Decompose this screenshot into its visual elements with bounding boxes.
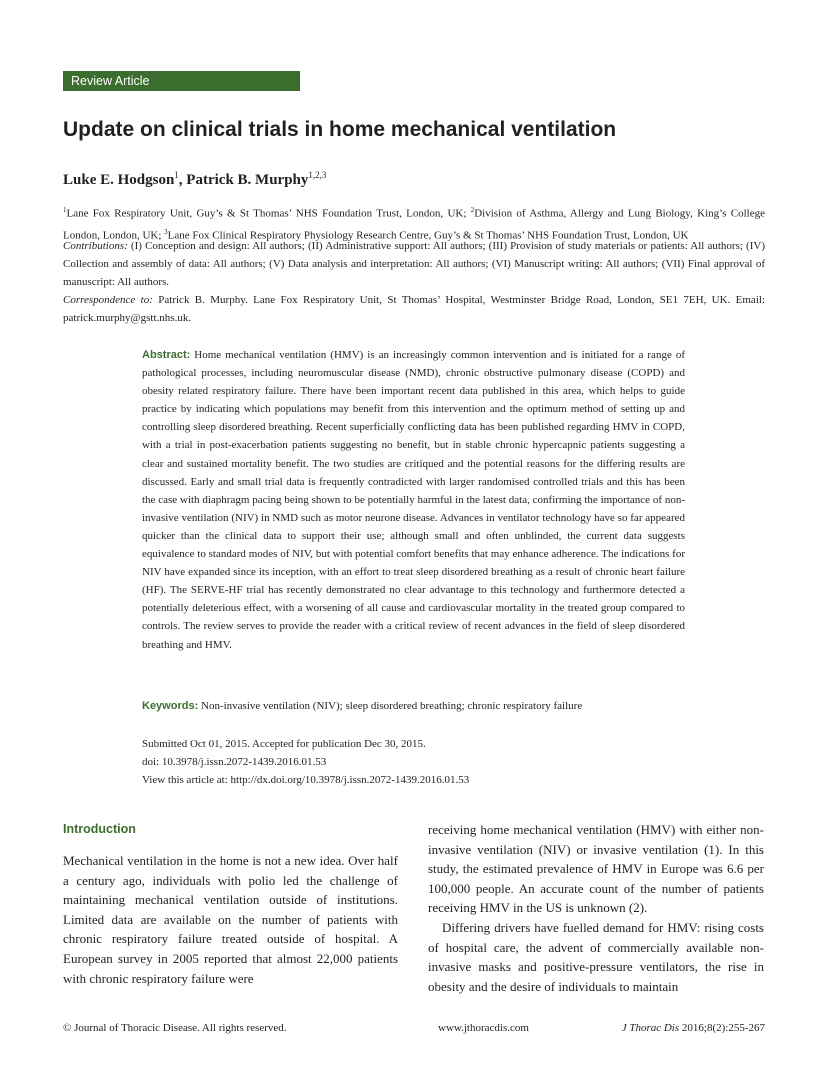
- keywords-text: Non-invasive ventilation (NIV); sleep disordered breathing; chronic respiratory failure: [198, 700, 583, 712]
- footer-copyright: © Journal of Thoracic Disease. All rights reserved.: [63, 1022, 287, 1034]
- author-affiliation-sup: 1: [174, 170, 179, 180]
- intro-paragraph: Mechanical ventilation in the home is not a new idea. Over half a century ago, individuals with polio led the challenge of maintaining mechanical ventilation outside of institutions. Limited data are available on the number of patients with chronic respiratory failure treated outside of hospital. A European survey in 2005 reported that almost 22,000 patients with chronic respiratory failure were: [63, 853, 398, 986]
- journal-abbrev: J Thorac Dis: [621, 1022, 680, 1034]
- contributions-label: Contributions:: [63, 240, 128, 252]
- author-name[interactable]: Patrick B. Murphy: [186, 172, 309, 188]
- affiliation-text: Division of Asthma, Allergy and Lung Biology, King’s College London, London, UK;: [63, 207, 765, 242]
- article-link[interactable]: View this article at: http://dx.doi.org/10.3978/j.issn.2072-1439.2016.01.53: [142, 774, 470, 786]
- contributions: [63, 237, 765, 291]
- intro-paragraph: Differing drivers have fuelled demand for HMV: rising costs of hospital care, the advent of commercially available non-invasive masks and positive-pressure ventilators, the rise in obesity and the desire of individuals to maintain: [428, 919, 764, 994]
- affiliation-sup: 2: [470, 206, 475, 214]
- footer-citation: [622, 1020, 765, 1036]
- footer-website[interactable]: www.jthoracdis.com: [438, 1022, 529, 1034]
- submission-dates: Submitted Oct 01, 2015. Accepted for publication Dec 30, 2015.: [142, 738, 426, 750]
- keywords-label: Keywords:: [142, 700, 199, 712]
- correspondence: [63, 291, 765, 327]
- correspondence-text: Patrick B. Murphy. Lane Fox Respiratory Unit, St Thomas’ Hospital, Westminster Bridge Road, London, SE1 7EH, UK. Email: patrick.murphy@gstt.nhs.uk.: [63, 294, 765, 324]
- abstract-text: Home mechanical ventilation (HMV) is an increasingly common intervention and is initiated for a range of pathological processes, including neuromuscular disease (NMD), chronic obstructive pulmonary disease (COPD) and obesity related respiratory failure. There have been important recent data published in this area, which helps to guide practice by indicating which populations may benefit from this intervention and the optimum method of setting up and controlling sleep disordered breathing. Recent superficially conflicting data has been published regarding HMV in COPD, with a trial in post-exacerbation patients suggesting no benefit, but in stable chronic hypercapnic patients suggesting a clear and sustained mortality benefit. The two studies are critiqued and the potential reasons for the differing results are discussed. Early and small trial data is frequently contradicted with larger randomised controlled trials and this has been the case with diaphragm pacing being shown to be potentially harmful in the latest data, confirming the importance of non-invasive ventilation (NIV) in NMD such as motor neurone disease. Advances in ventilator technology have so far appeared quicker than the clinical data to support their use; although small and often unblinded, the current data suggests equivalence to standard modes of NIV, but with potential comfort benefits that may enhance adherence. The indications for NIV have expanded since its inception, with an effort to treat sleep disordered breathing as a result of chronic heart failure (HF). The SERVE-HF trial has recently demonstrated no clear advantage to this technology and furthermore detected a potentially deleterious effect, with a worsening of all cause and cardiovascular mortality in the treated group compared to controls. The review serves to provide the reader with a critical review of recent advances in the field of sleep disordered breathing and HMV.: [142, 349, 685, 651]
- article-type-badge: Review Article: [63, 71, 300, 91]
- correspondence-label: Correspondence to:: [63, 294, 153, 306]
- author-separator: ,: [178, 172, 187, 188]
- abstract-label: Abstract:: [142, 349, 191, 361]
- author-name[interactable]: Luke E. Hodgson: [63, 172, 175, 188]
- abstract: [142, 346, 685, 654]
- author-list: [63, 165, 326, 190]
- keywords: [142, 697, 685, 715]
- affiliation-text: Lane Fox Clinical Respiratory Physiology Research Centre, Guy’s & St Thomas’ NHS Foundation Trust, London, UK: [167, 229, 689, 242]
- intro-paragraph: receiving home mechanical ventilation (HMV) with either non-invasive ventilation (NIV) or invasive ventilation (1). In this study, the estimated prevalence of HMV in Europe was 6.6 per 100,000 people. An accurate count of the number of patients receiving HMV in the US is unknown (2).: [428, 822, 764, 916]
- affiliation-text: Lane Fox Respiratory Unit, Guy’s & St Thomas’ NHS Foundation Trust, London, UK;: [66, 207, 471, 220]
- article-title: Update on clinical trials in home mechanical ventilation: [63, 118, 617, 141]
- citation-text: 2016;8(2):255-267: [679, 1022, 765, 1034]
- affiliation-sup: 3: [164, 227, 168, 236]
- intro-left-column: [63, 851, 398, 988]
- section-heading-introduction: Introduction: [63, 822, 136, 836]
- affiliation-sup: 1: [63, 206, 67, 214]
- contributions-text: (I) Conception and design: All authors; (II) Administrative support: All authors; (III) Provision of study materials or patients: All authors; (IV) Collection and assembly of data: All authors; (V) Data analysis and interpretation: All authors; (VI) Manuscript writing: All authors; (VII) Final approval of manuscript: All authors.: [63, 240, 765, 288]
- author-affiliation-sup: 1,2,3: [308, 170, 327, 180]
- doi[interactable]: doi: 10.3978/j.issn.2072-1439.2016.01.53: [142, 756, 327, 768]
- intro-right-column: [428, 820, 764, 996]
